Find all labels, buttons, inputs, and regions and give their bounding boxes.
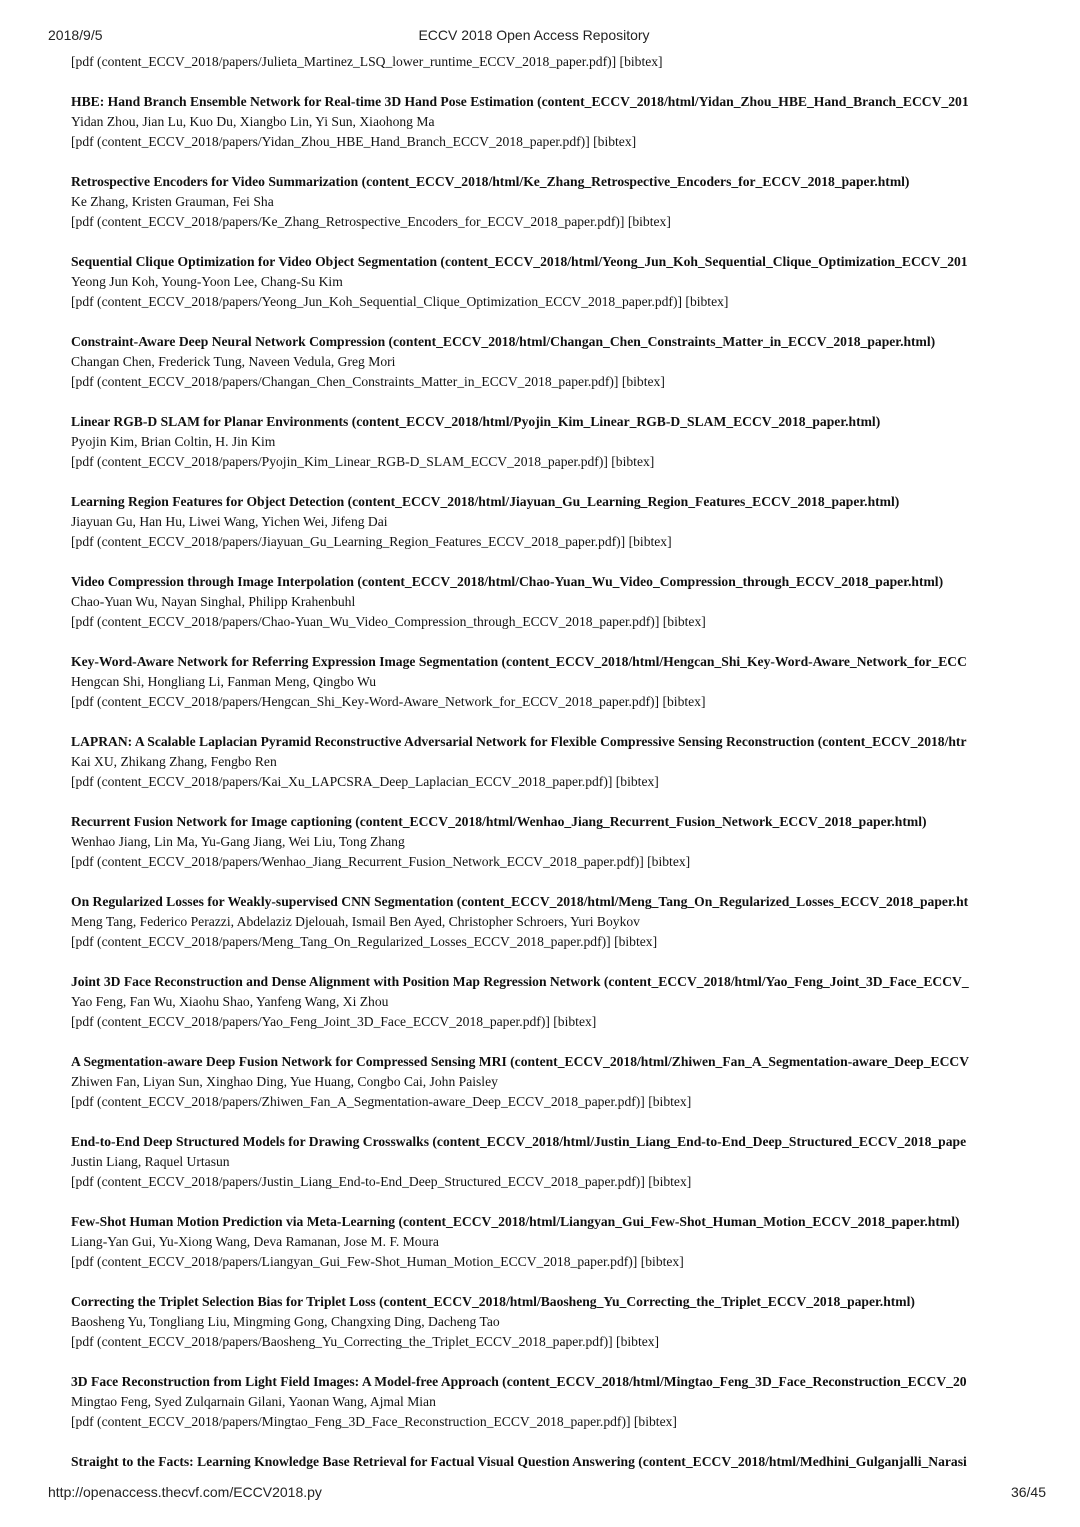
paper-title-link[interactable]: Video Compression through Image Interpolation (content_ECCV_2018/html/Chao-Yuan_Wu_Video_Compression_through_ECCV_2018_paper.html) [71,574,944,589]
paper-title [71,332,1031,352]
paper-links [71,692,1031,712]
paper-entry [71,812,1031,872]
paper-title [71,1292,1031,1312]
paper-authors: Yao Feng, Fan Wu, Xiaohu Shao, Yanfeng Wang, Xi Zhou [71,994,389,1009]
paper-entry [71,412,1031,472]
pdf-bibtex-link[interactable]: [pdf (content_ECCV_2018/papers/Liangyan_Gui_Few-Shot_Human_Motion_ECCV_2018_paper.pdf)] [bibtex] [71,1254,684,1269]
paper-authors: Baosheng Yu, Tongliang Liu, Mingming Gong, Changxing Ding, Dacheng Tao [71,1314,500,1329]
paper-links [71,532,1031,552]
paper-title-link[interactable]: HBE: Hand Branch Ensemble Network for Real-time 3D Hand Pose Estimation (content_ECCV_2018/html/Yidan_Zhou_HBE_Hand_Branch_ECCV_201 [71,94,969,109]
paper-title [71,892,1031,912]
paper-title [71,492,1031,512]
paper-title-link[interactable]: A Segmentation-aware Deep Fusion Network for Compressed Sensing MRI (content_ECCV_2018/html/Zhiwen_Fan_A_Segmentation-aware_Deep_ECCV [71,1054,970,1069]
paper-authors: Justin Liang, Raquel Urtasun [71,1154,230,1169]
pdf-bibtex-link[interactable]: [pdf (content_ECCV_2018/papers/Justin_Liang_End-to-End_Deep_Structured_ECCV_2018_paper.pdf)] [bibtex] [71,1174,692,1189]
paper-entry [71,92,1031,152]
paper-entry [71,972,1031,1032]
paper-entry [71,1372,1031,1432]
pdf-bibtex-link[interactable]: [pdf (content_ECCV_2018/papers/Yidan_Zhou_HBE_Hand_Branch_ECCV_2018_paper.pdf)] [bibtex] [71,134,637,149]
paper-links [71,212,1031,232]
paper-entry [71,1452,1031,1472]
paper-title [71,1132,1031,1152]
pdf-bibtex-link[interactable]: [pdf (content_ECCV_2018/papers/Baosheng_Yu_Correcting_the_Triplet_ECCV_2018_paper.pdf)] [bibtex] [71,1334,660,1349]
pdf-bibtex-link[interactable]: [pdf (content_ECCV_2018/papers/Zhiwen_Fan_A_Segmentation-aware_Deep_ECCV_2018_paper.pdf)] [bibtex] [71,1094,692,1109]
paper-links [71,452,1031,472]
paper-links [71,932,1031,952]
paper-title-link[interactable]: Retrospective Encoders for Video Summarization (content_ECCV_2018/html/Ke_Zhang_Retrospective_Encoders_for_ECCV_2018_paper.html) [71,174,910,189]
paper-links [71,1252,1031,1272]
paper-entry [71,1292,1031,1352]
paper-authors: Changan Chen, Frederick Tung, Naveen Vedula, Greg Mori [71,354,396,369]
paper-title-link[interactable]: Linear RGB-D SLAM for Planar Environments (content_ECCV_2018/html/Pyojin_Kim_Linear_RGB-D_SLAM_ECCV_2018_paper.html) [71,414,881,429]
paper-list [71,52,1031,1492]
paper-title [71,1212,1031,1232]
paper-authors: Pyojin Kim, Brian Coltin, H. Jin Kim [71,434,276,449]
paper-title-link[interactable]: End-to-End Deep Structured Models for Drawing Crosswalks (content_ECCV_2018/html/Justin_Liang_End-to-End_Deep_Structured_ECCV_2018_pape [71,1134,967,1149]
pdf-bibtex-link[interactable]: [pdf (content_ECCV_2018/papers/Jiayuan_Gu_Learning_Region_Features_ECCV_2018_paper.pdf)] [bibtex] [71,534,672,549]
pdf-bibtex-link[interactable]: [pdf (content_ECCV_2018/papers/Mingtao_Feng_3D_Face_Reconstruction_ECCV_2018_paper.pdf)] [bibtex] [71,1414,677,1429]
paper-links [71,852,1031,872]
paper-links [71,772,1031,792]
paper-title [71,92,1031,112]
paper-links [71,52,1031,72]
paper-entry [71,1052,1031,1112]
print-footer [48,1484,1046,1506]
paper-authors: Mingtao Feng, Syed Zulqarnain Gilani, Yaonan Wang, Ajmal Mian [71,1394,436,1409]
paper-entry [71,252,1031,312]
paper-authors: Kai XU, Zhikang Zhang, Fengbo Ren [71,754,277,769]
paper-links [71,372,1031,392]
paper-title [71,172,1031,192]
paper-title [71,972,1031,992]
paper-title [71,1452,1031,1472]
paper-authors: Wenhao Jiang, Lin Ma, Yu-Gang Jiang, Wei Liu, Tong Zhang [71,834,405,849]
pdf-bibtex-link[interactable]: [pdf (content_ECCV_2018/papers/Julieta_Martinez_LSQ_lower_runtime_ECCV_2018_paper.pdf)] [bibtex] [71,54,663,69]
paper-title [71,1052,1031,1072]
paper-entry [71,1212,1031,1272]
paper-links [71,612,1031,632]
paper-title [71,732,1031,752]
paper-title [71,1372,1031,1392]
pdf-bibtex-link[interactable]: [pdf (content_ECCV_2018/papers/Changan_Chen_Constraints_Matter_in_ECCV_2018_paper.pdf)] [bibtex] [71,374,665,389]
paper-title-link[interactable]: Recurrent Fusion Network for Image captioning (content_ECCV_2018/html/Wenhao_Jiang_Recurrent_Fusion_Network_ECCV_2018_paper.html) [71,814,927,829]
paper-title [71,412,1031,432]
print-header [48,24,1020,46]
paper-authors: Jiayuan Gu, Han Hu, Liwei Wang, Yichen Wei, Jifeng Dai [71,514,388,529]
paper-title-link[interactable]: Key-Word-Aware Network for Referring Expression Image Segmentation (content_ECCV_2018/html/Hengcan_Shi_Key-Word-Aware_Network_for_ECC [71,654,967,669]
paper-authors: Meng Tang, Federico Perazzi, Abdelaziz Djelouah, Ismail Ben Ayed, Christopher Schroers, Yuri Boykov [71,914,640,929]
paper-links [71,132,1031,152]
page-number: 36/45 [1010,1484,1046,1500]
paper-title [71,572,1031,592]
paper-title-link[interactable]: Straight to the Facts: Learning Knowledge Base Retrieval for Factual Visual Question Answering (content_ECCV_2018/html/Medhini_Gulganjalli_Narasi [71,1454,967,1469]
paper-links [71,1012,1031,1032]
paper-title-link[interactable]: Joint 3D Face Reconstruction and Dense Alignment with Position Map Regression Network (content_ECCV_2018/html/Yao_Feng_Joint_3D_Face_ECCV_ [71,974,969,989]
paper-title-link[interactable]: 3D Face Reconstruction from Light Field Images: A Model-free Approach (content_ECCV_2018/html/Mingtao_Feng_3D_Face_Reconstruction_ECCV_20 [71,1374,967,1389]
pdf-bibtex-link[interactable]: [pdf (content_ECCV_2018/papers/Hengcan_Shi_Key-Word-Aware_Network_for_ECCV_2018_paper.pdf)] [bibtex] [71,694,706,709]
paper-title-link[interactable]: On Regularized Losses for Weakly-supervised CNN Segmentation (content_ECCV_2018/html/Meng_Tang_On_Regularized_Losses_ECCV_2018_paper.ht [71,894,969,909]
paper-title [71,252,1031,272]
paper-links [71,1412,1031,1432]
paper-links [71,1172,1031,1192]
paper-authors: Yidan Zhou, Jian Lu, Kuo Du, Xiangbo Lin, Yi Sun, Xiaohong Ma [71,114,435,129]
paper-authors: Hengcan Shi, Hongliang Li, Fanman Meng, Qingbo Wu [71,674,377,689]
paper-authors: Liang-Yan Gui, Yu-Xiong Wang, Deva Ramanan, Jose M. F. Moura [71,1234,439,1249]
pdf-bibtex-link[interactable]: [pdf (content_ECCV_2018/papers/Chao-Yuan_Wu_Video_Compression_through_ECCV_2018_paper.pdf)] [bibtex] [71,614,706,629]
paper-links [71,1092,1031,1112]
paper-authors: Chao-Yuan Wu, Nayan Singhal, Philipp Krahenbuhl [71,594,356,609]
paper-entry [71,1132,1031,1192]
paper-links [71,1332,1031,1352]
paper-title-link[interactable]: LAPRAN: A Scalable Laplacian Pyramid Reconstructive Adversarial Network for Flexible Compressive Sensing Reconstruction (content_ECCV_2018/htr [71,734,967,749]
paper-title-link[interactable]: Sequential Clique Optimization for Video Object Segmentation (content_ECCV_2018/html/Yeong_Jun_Koh_Sequential_Clique_Optimization_ECCV_201 [71,254,968,269]
paper-entry [71,652,1031,712]
pdf-bibtex-link[interactable]: [pdf (content_ECCV_2018/papers/Ke_Zhang_Retrospective_Encoders_for_ECCV_2018_paper.pdf)] [bibtex] [71,214,671,229]
pdf-bibtex-link[interactable]: [pdf (content_ECCV_2018/papers/Wenhao_Jiang_Recurrent_Fusion_Network_ECCV_2018_paper.pdf)] [bibtex] [71,854,691,869]
pdf-bibtex-link[interactable]: [pdf (content_ECCV_2018/papers/Kai_Xu_LAPCSRA_Deep_Laplacian_ECCV_2018_paper.pdf)] [bibtex] [71,774,659,789]
paper-entry [71,732,1031,792]
paper-title [71,812,1031,832]
pdf-bibtex-link[interactable]: [pdf (content_ECCV_2018/papers/Yeong_Jun_Koh_Sequential_Clique_Optimization_ECCV_2018_paper.pdf)] [bibtex] [71,294,729,309]
paper-entry [71,892,1031,952]
paper-title-link[interactable]: Learning Region Features for Object Detection (content_ECCV_2018/html/Jiayuan_Gu_Learning_Region_Features_ECCV_2018_paper.html) [71,494,900,509]
pdf-bibtex-link[interactable]: [pdf (content_ECCV_2018/papers/Pyojin_Kim_Linear_RGB-D_SLAM_ECCV_2018_paper.pdf)] [bibtex] [71,454,655,469]
paper-title-link[interactable]: Constraint-Aware Deep Neural Network Compression (content_ECCV_2018/html/Changan_Chen_Constraints_Matter_in_ECCV_2018_paper.html) [71,334,936,349]
paper-authors: Ke Zhang, Kristen Grauman, Fei Sha [71,194,274,209]
paper-authors: Zhiwen Fan, Liyan Sun, Xinghao Ding, Yue Huang, Congbo Cai, John Paisley [71,1074,498,1089]
pdf-bibtex-link[interactable]: [pdf (content_ECCV_2018/papers/Meng_Tang_On_Regularized_Losses_ECCV_2018_paper.pdf)] [bibtex] [71,934,658,949]
paper-title-link[interactable]: Correcting the Triplet Selection Bias for Triplet Loss (content_ECCV_2018/html/Baosheng_Yu_Correcting_the_Triplet_ECCV_2018_paper.html) [71,1294,915,1309]
paper-entry [71,332,1031,392]
paper-entry [71,492,1031,552]
page-title: ECCV 2018 Open Access Repository [418,27,650,43]
page-url: http://openaccess.thecvf.com/ECCV2018.py [48,1484,322,1500]
pdf-bibtex-link[interactable]: [pdf (content_ECCV_2018/papers/Yao_Feng_Joint_3D_Face_ECCV_2018_paper.pdf)] [bibtex] [71,1014,597,1029]
print-date: 2018/9/5 [48,27,103,43]
paper-title-link[interactable]: Few-Shot Human Motion Prediction via Meta-Learning (content_ECCV_2018/html/Liangyan_Gui_Few-Shot_Human_Motion_ECCV_2018_paper.html) [71,1214,960,1229]
paper-title [71,652,1031,672]
paper-authors: Yeong Jun Koh, Young-Yoon Lee, Chang-Su Kim [71,274,343,289]
paper-entry [71,572,1031,632]
paper-links [71,292,1031,312]
paper-entry [71,172,1031,232]
